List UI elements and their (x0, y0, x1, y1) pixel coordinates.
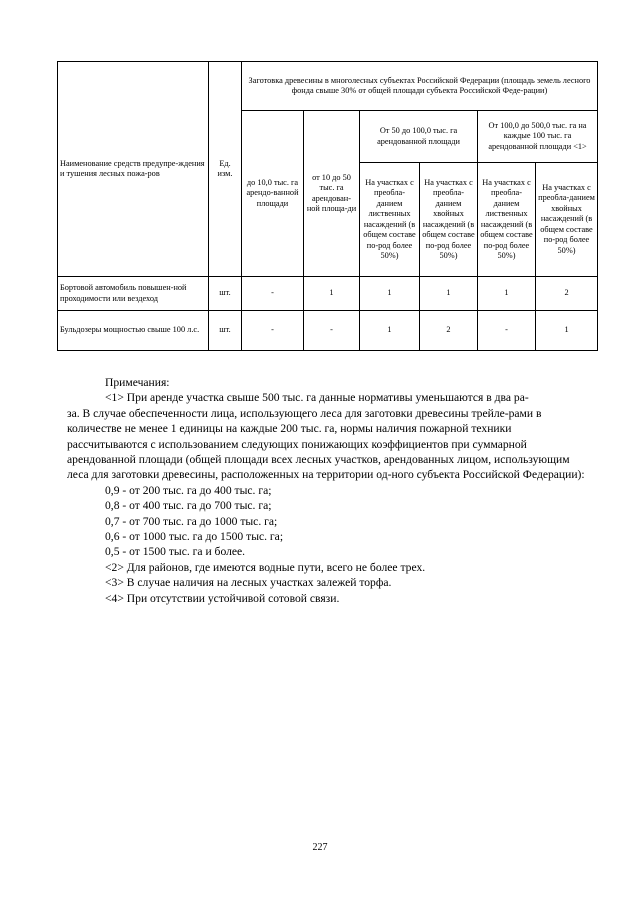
cell-value: 1 (360, 311, 420, 351)
header-conifer-50-100: На участках с преобла-данием хвойных насаждений (в общем составе по-род более 50%) (420, 163, 478, 277)
header-equipment-name: Наименование средств предупре-ждения и тушения лесных пожа-ров (58, 62, 209, 277)
note-2: <2> Для районов, где имеются водные пути, всего не более трех. (105, 560, 426, 574)
coefficient-item: 0,6 - от 1000 тыс. га до 1500 тыс. га; (105, 530, 284, 544)
header-group-timber-harvesting: Заготовка древесины в многолесных субъектах Российской Федерации (площадь земель лесного фонда свыше 30% от общей площади субъекта Российской Феде-рации) (242, 62, 598, 111)
header-10-50k-ha: от 10 до 50 тыс. га арендован-ной площа-ди (304, 111, 360, 277)
row-name: Бортовой автомобиль повышен-ной проходимости или вездеход (58, 277, 209, 311)
fire-equipment-norms-table (57, 61, 598, 351)
cell-value: 1 (536, 311, 598, 351)
header-100-500k-ha: От 100,0 до 500,0 тыс. га на каждые 100 тыс. га арендованной площади <1> (478, 111, 598, 163)
note-4: <4> При отсутствии устойчивой сотовой связи. (105, 591, 340, 605)
header-conifer-100-500: На участках с преобла-данием хвойных насаждений (в общем составе по-род более 50%) (536, 163, 598, 277)
notes-section (67, 375, 586, 606)
cell-value: - (478, 311, 536, 351)
row-name: Бульдозеры мощностью свыше 100 л.с. (58, 311, 209, 351)
cell-value: - (242, 277, 304, 311)
note-1-text: за. В случае обеспеченности лица, использующего леса для заготовки древесины трейле-рами в количестве не менее 1 единицы на каждые 200 тыс. га, нормы наличия пожарной техники рассчитываются с использованием следующих понижающих коэффициентов при суммарной арендованной площади (общей площади всех лесных участков, арендованных лицом, использующим леса для заготовки древесины, расположенных на территории од-ного субъекта Российской Федерации): (67, 406, 585, 482)
cell-value: - (304, 311, 360, 351)
notes-heading: Примечания: (105, 376, 170, 389)
table-row (58, 277, 598, 311)
header-up-to-10k-ha: до 10,0 тыс. га арендо-ванной площади (242, 111, 304, 277)
cell-value: 2 (536, 277, 598, 311)
coefficient-item: 0,7 - от 700 тыс. га до 1000 тыс. га; (105, 514, 278, 528)
cell-value: 2 (420, 311, 478, 351)
header-unit: Ед. изм. (209, 62, 242, 277)
note-1-first-line: <1> При аренде участка свыше 500 тыс. га данные нормативы уменьшаются в два ра- (105, 391, 529, 405)
row-unit: шт. (209, 311, 242, 351)
cell-value: 1 (360, 277, 420, 311)
header-deciduous-50-100: На участках с преобла-данием лиственных насаждений (в общем составе по-род более 50%) (360, 163, 420, 277)
note-3: <3> В случае наличия на лесных участках залежей торфа. (105, 576, 392, 590)
coefficient-item: 0,5 - от 1500 тыс. га и более. (105, 545, 246, 559)
cell-value: - (242, 311, 304, 351)
table-row (58, 311, 598, 351)
coefficient-item: 0,8 - от 400 тыс. га до 700 тыс. га; (105, 499, 272, 513)
page-number: 227 (312, 842, 328, 853)
cell-value: 1 (478, 277, 536, 311)
header-50-100k-ha: От 50 до 100,0 тыс. га арендованной площади (360, 111, 478, 163)
coefficient-item: 0,9 - от 200 тыс. га до 400 тыс. га; (105, 483, 272, 497)
cell-value: 1 (304, 277, 360, 311)
cell-value: 1 (420, 277, 478, 311)
row-unit: шт. (209, 277, 242, 311)
header-deciduous-100-500: На участках с преобла-данием лиственных насаждений (в общем составе по-род более 50%) (478, 163, 536, 277)
